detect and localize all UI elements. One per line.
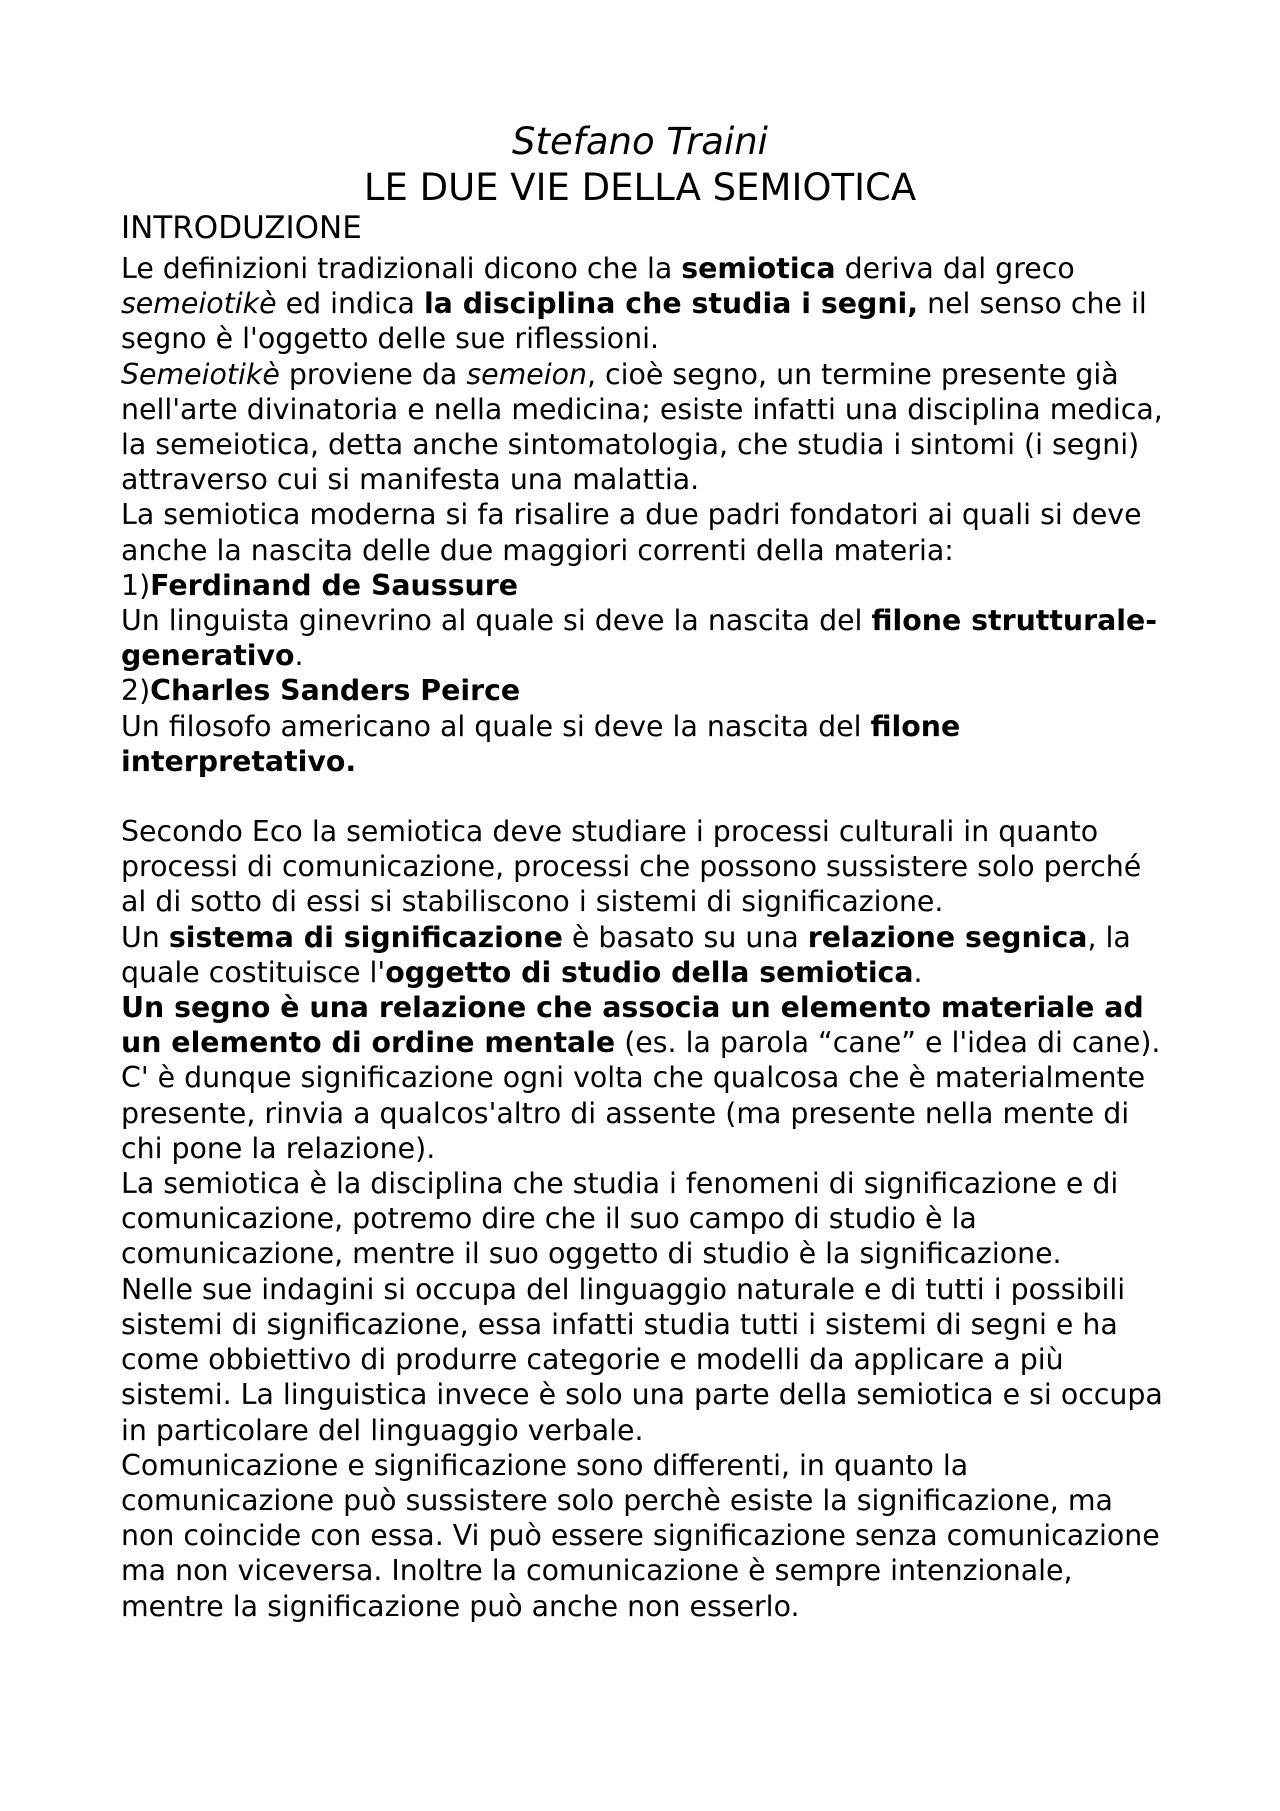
founder-saussure-heading (121, 568, 1171, 603)
founder-saussure-description (121, 603, 1171, 673)
paragraph-investigations: Nelle sue indagini si occupa del linguaggio naturale e di tutti i possibili sistemi di significazione, essa infatti studia tutti i sistemi di segni e ha come obbiettivo di produrre categorie e modelli da applicare a più sistemi. La linguistica invece è solo una parte della semiotica e si occupa in particolare del linguaggio verbale. (121, 1272, 1163, 1447)
author-name: Stefano Traini (512, 120, 768, 163)
founder-name: Charles Sanders Peirce (150, 674, 521, 708)
paragraph-discipline: La semiotica è la disciplina che studia i fenomeni di significazione e di comunicazione, potremo dire che il suo campo di studio è la comunicazione, mentre il suo oggetto di studio è la significazione. (121, 1167, 1119, 1271)
paragraph-etymology (121, 357, 1171, 498)
text-run: (es. la parola “cane” e l'idea di cane). C' è dunque significazione ogni volta che qualcosa che è materialmente presente, rinvia a qualcos'altro di assente (ma presente nella mente di chi pone la relazione). (121, 1026, 1161, 1165)
bold-term: la disciplina che studia i segni, (423, 287, 919, 321)
italic-term: semeiotikè (121, 287, 277, 321)
paragraph-founders-intro: La semiotica moderna si fa risalire a due padri fondatori ai quali si deve anche la nascita delle due maggiori correnti della materia: (121, 498, 1142, 567)
paragraph-sign (121, 990, 1171, 1166)
bold-term: oggetto di studio della semiotica (385, 955, 914, 989)
paragraph-system (121, 920, 1171, 990)
document-body (121, 251, 1171, 1624)
text-run: , cioè segno, un termine presente già nell'arte divinatoria e nella medicina; esiste infatti una disciplina medica, la semeiotica, detta anche sintomatologia, che studia i sintomi (i segni) attraverso cui si manifesta una malattia. (121, 357, 1163, 497)
italic-term: semeion (466, 357, 587, 391)
text-run: Un linguista ginevrino al quale si deve la nascita del (121, 604, 872, 638)
paragraph-definition (121, 251, 1171, 357)
text-run: deriva dal greco (835, 252, 1075, 285)
list-number: 1) (121, 568, 151, 602)
italic-term: Semeiotikè (121, 357, 280, 391)
bold-term: Un segno è una relazione che associa un elemento materiale ad un elemento di ordine mentale (121, 991, 1144, 1060)
paragraph-spacer (121, 779, 1171, 814)
text-run: , la quale costituisce l' (121, 920, 1131, 989)
bold-term: filone interpretativo. (121, 709, 961, 778)
section-heading: INTRODUZIONE (121, 210, 362, 246)
text-run: proviene da (279, 357, 467, 391)
list-number: 2) (121, 674, 151, 708)
text-run: Un (121, 920, 169, 954)
text-run: ed indica (276, 287, 424, 321)
paragraph-communication: Comunicazione e significazione sono differenti, in quanto la comunicazione può sussistere solo perchè esiste la significazione, ma non coincide con essa. Vi può essere significazione senza comunicazione ma non viceversa. Inoltre la comunicazione è sempre intenzionale, mentre la significazione può anche non esserlo. (121, 1448, 1160, 1623)
founder-peirce-heading (121, 673, 1171, 708)
founder-name: Ferdinand de Saussure (150, 568, 519, 602)
bold-term: relazione segnica (807, 920, 1088, 954)
bold-term: sistema di significazione (168, 920, 563, 954)
paragraph-eco: Secondo Eco la semiotica deve studiare i processi culturali in quanto processi di comunicazione, processi che possono sussistere solo perché al di sotto di essi si stabiliscono i sistemi di significazione. (121, 815, 1142, 919)
text-run: è basato su una (562, 920, 808, 954)
text-run: Le definizioni tradizionali dicono che la (121, 252, 682, 285)
text-run: . (913, 955, 923, 989)
document-title: LE DUE VIE DELLA SEMIOTICA (363, 166, 917, 209)
text-run: nel senso che il segno è l'oggetto delle sue riflessioni. (121, 287, 1147, 356)
bold-term: filone strutturale-generativo (121, 604, 1158, 673)
bold-term: semiotica (681, 252, 836, 285)
founder-peirce-description (121, 709, 1171, 779)
text-run: . (294, 639, 304, 673)
text-run: Un filosofo americano al quale si deve la nascita del (121, 709, 871, 743)
